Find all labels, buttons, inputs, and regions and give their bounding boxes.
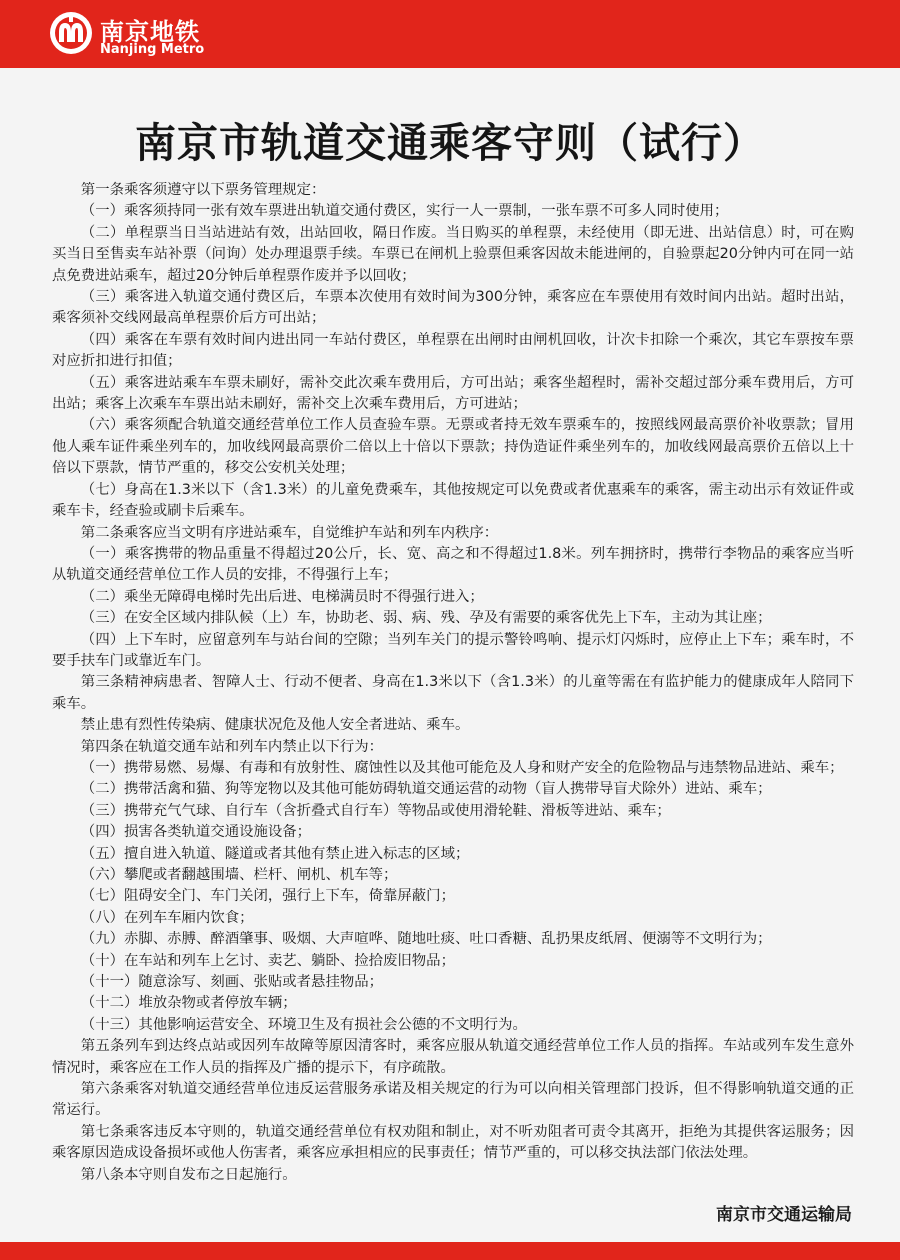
rule-paragraph: （四）上下车时，应留意列车与站台间的空隙；当列车关门的提示警铃鸣响、提示灯闪烁时，应停止上下车；乘车时，不要手扶车门或靠近车门。 [52,631,854,669]
rule-paragraph: （九）赤脚、赤膊、醉酒肇事、吸烟、大声喧哗、随地吐痰、吐口香糖、乱扔果皮纸屑、便溺等不文明行为； [80,931,772,948]
nanjing-metro-logo [48,6,248,62]
rule-paragraph: 第二条乘客应当文明有序进站乘车，自觉维护车站和列车内秩序： [80,524,499,541]
rule-paragraph: 第六条乘客对轨道交通经营单位违反运营服务承诺及相关规定的行为可以向相关管理部门投诉，但不得影响轨道交通的正常运行。 [52,1081,854,1119]
rule-paragraph: 第三条精神病患者、智障人士、行动不便者、身高在1.3米以下（含1.3米）的儿童等需在有监护能力的健康成年人陪同下乘车。 [52,674,854,712]
rule-paragraph: （一）携带易燃、易爆、有毒和有放射性、腐蚀性以及其他可能危及人身和财产安全的危险物品与违禁物品进站、乘车； [80,759,844,776]
rule-paragraph: 禁止患有烈性传染病、健康状况危及他人安全者进站、乘车。 [80,717,470,734]
rule-paragraph: （三）携带充气气球、自行车（含折叠式自行车）等物品或使用滑轮鞋、滑板等进站、乘车； [80,802,671,819]
rule-paragraph: （二）携带活禽和猫、狗等宠物以及其他可能妨碍轨道交通运营的动物（盲人携带导盲犬除外）进站、乘车； [80,781,772,798]
rule-paragraph: 第一条乘客须遵守以下票务管理规定： [80,182,326,198]
rule-paragraph: 第五条列车到达终点站或因列车故障等原因清客时，乘客应服从轨道交通经营单位工作人员的指挥。车站或列车发生意外情况时，乘客应在工作人员的指挥及广播的提示下，有序疏散。 [52,1038,854,1076]
rule-paragraph: （十一）随意涂写、刻画、张贴或者悬挂物品； [80,974,384,991]
rule-paragraph: （一）乘客须持同一张有效车票进出轨道交通付费区，实行一人一票制，一张车票不可多人同时使用； [80,203,729,220]
rule-paragraph: （三）乘客进入轨道交通付费区后，车票本次使用有效时间为300分钟，乘客应在车票使用有效时间内出站。超时出站，乘客须补交线网最高单程票价后方可出站； [52,289,854,327]
rule-paragraph: （四）乘客在车票有效时间内进出同一车站付费区，单程票在出闸时由闸机回收，计次卡扣除一个乘次，其它车票按车票对应折扣进行扣值； [52,331,854,370]
page-title: 南京市轨道交通乘客守则（试行） [135,119,765,167]
rule-paragraph: （五）擅自进入轨道、隧道或者其他有禁止进入标志的区域； [80,845,470,862]
rule-paragraph: （四）损害各类轨道交通设施设备； [80,824,312,841]
rule-paragraph: 第四条在轨道交通车站和列车内禁止以下行为： [80,738,384,755]
rule-paragraph: （五）乘客进站乘车车票未刷好，需补交此次乘车费用后，方可出站；乘客坐超程时，需补交超过部分乘车费用后，方可出站；乘客上次乘车车票出站未刷好，需补交上次乘车费用后，方可进站； [52,374,854,413]
rule-paragraph: （七）阻碍安全门、车门关闭，强行上下车，倚靠屏蔽门； [80,888,455,905]
rule-paragraph: （七）身高在1.3米以下（含1.3米）的儿童免费乘车，其他按规定可以免费或者优惠乘车的乘客，需主动出示有效证件或乘车卡，经查验或刷卡后乘车。 [52,481,854,520]
rule-paragraph: （十）在车站和列车上乞讨、卖艺、躺卧、捡拾废旧物品； [80,952,455,969]
rule-paragraph: 第七条乘客违反本守则的，轨道交通经营单位有权劝阻和制止，对不听劝阻者可责令其离开，拒绝为其提供客运服务；因乘客原因造成设备损坏或他人伤害者，乘客应承担相应的民事责任；情节严重的，可以移交执法部门依法处理。 [52,1123,854,1162]
rule-paragraph: （三）在安全区域内排队候（上）车，协助老、弱、病、残、孕及有需要的乘客优先上下车，主动为其让座； [80,610,772,627]
rule-paragraph: （六）攀爬或者翻越围墙、栏杆、闸机、机车等； [80,867,398,883]
rule-paragraph: （二）单程票当日当站进站有效，出站回收，隔日作废。当日购买的单程票，未经使用（即无进、出站信息）时，可在购买当日至售卖车站补票（问询）处办理退票手续。车票已在闸机上验票但乘客因故未能进闸的，自验票起20分钟内可在同一站点免费进站乘车，超过20分钟后单程票作废并予以回收； [52,224,854,284]
rule-paragraph: （六）乘客须配合轨道交通经营单位工作人员查验车票。无票或者持无效车票乘车的，按照线网最高票价补收票款；冒用他人乘车证件乘坐列车的，加收线网最高票价二倍以上十倍以下票款；持伪造证件乘坐列车的，加收线网最高票价五倍以上十倍以下票款，情节严重的，移交公安机关处理； [52,417,854,477]
bottom-band [0,1242,900,1260]
rule-paragraph: （十二）堆放杂物或者停放车辆； [80,995,297,1012]
logo-english-text: Nanjing Metro [100,42,205,57]
rule-paragraph: （十三）其他影响运营安全、环境卫生及有损社会公德的不文明行为。 [80,1016,527,1033]
logo-chinese-text: 南京地铁 [100,18,200,46]
rule-paragraph: （八）在列车车厢内饮食； [80,909,254,926]
nanjing-metro-logo-icon [48,10,94,56]
issuer-signature: 南京市交通运输局 [716,1205,852,1225]
rule-paragraph: （二）乘坐无障碍电梯时先出后进、电梯满员时不得强行进入； [80,588,484,605]
rule-paragraph: （一）乘客携带的物品重量不得超过20公斤，长、宽、高之和不得超过1.8米。列车拥挤时，携带行李物品的乘客应当听从轨道交通经营单位工作人员的安排，不得强行上车； [52,545,854,584]
rule-paragraph: 第八条本守则自发布之日起施行。 [80,1166,297,1183]
rules-body [52,180,854,1186]
header-band [0,0,900,68]
